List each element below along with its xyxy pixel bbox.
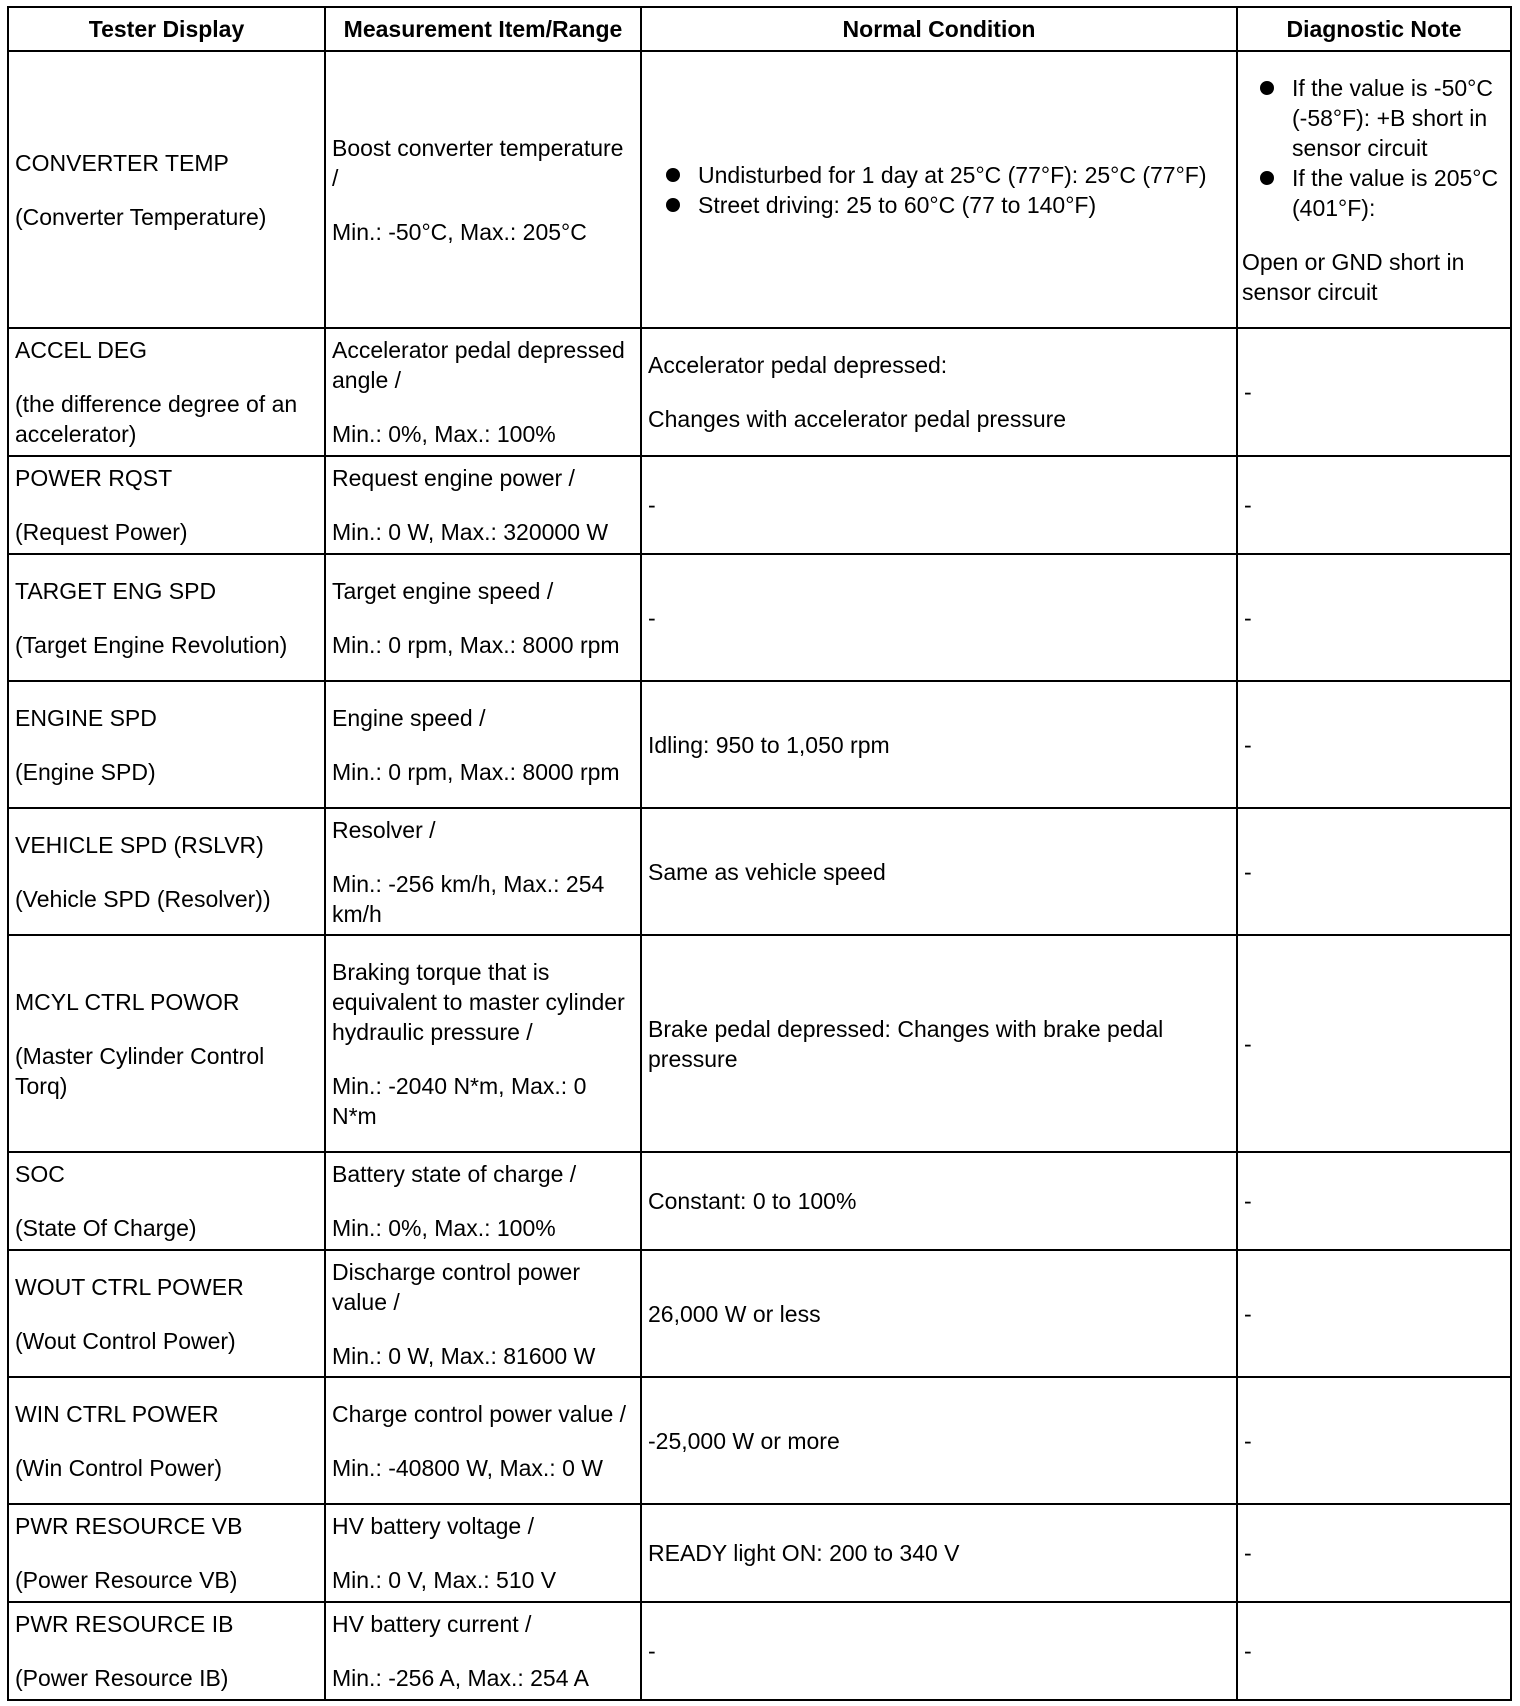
table-row bbox=[8, 1504, 1511, 1602]
diagnostic-note-cell: - bbox=[1237, 1602, 1511, 1700]
table-row bbox=[8, 808, 1511, 935]
measurement-item: Charge control power value / bbox=[332, 1400, 627, 1427]
measurement-item: Braking torque that is equivalent to master cylinder hydraulic pressure / bbox=[332, 958, 625, 1045]
diagnostic-note-extra: Open or GND short in sensor circuit bbox=[1242, 248, 1465, 305]
tester-display-desc: (Engine SPD) bbox=[15, 758, 156, 785]
measurement-range: Min.: -256 A, Max.: 254 A bbox=[332, 1665, 589, 1691]
measurement-item: Accelerator pedal depressed angle / bbox=[332, 337, 625, 393]
normal-condition-cell: - bbox=[641, 456, 1237, 554]
measurement-range: Min.: 0%, Max.: 100% bbox=[332, 421, 556, 447]
diagnostic-note-cell: - bbox=[1237, 935, 1511, 1152]
table-row bbox=[8, 1250, 1511, 1377]
measurement-range: Min.: -50°C, Max.: 205°C bbox=[332, 218, 587, 245]
normal-condition-cell bbox=[641, 51, 1237, 328]
tester-display-desc: (Request Power) bbox=[15, 519, 188, 545]
measurement-cell bbox=[325, 1250, 641, 1377]
measurement-item: Resolver / bbox=[332, 816, 436, 843]
diagnostic-note-cell: - bbox=[1237, 681, 1511, 808]
measurement-cell bbox=[325, 554, 641, 681]
tester-display-desc: (State Of Charge) bbox=[15, 1215, 197, 1241]
header-normal-condition: Normal Condition bbox=[641, 7, 1237, 51]
data-list-table bbox=[7, 6, 1512, 1701]
list-item: Undisturbed for 1 day at 25°C (77°F): 25°C (77°F) bbox=[648, 160, 1230, 190]
tester-display-code: SOC bbox=[15, 1161, 65, 1187]
tester-display-code: CONVERTER TEMP bbox=[15, 149, 229, 176]
measurement-item: HV battery voltage / bbox=[332, 1513, 534, 1539]
header-tester-display: Tester Display bbox=[8, 7, 325, 51]
normal-condition-cell: Constant: 0 to 100% bbox=[641, 1152, 1237, 1250]
tester-display-desc: (Power Resource IB) bbox=[15, 1665, 229, 1691]
measurement-cell bbox=[325, 681, 641, 808]
tester-display-cell bbox=[8, 808, 325, 935]
tester-display-desc: (Master Cylinder Control Torq) bbox=[15, 1042, 265, 1099]
header-measurement-item: Measurement Item/Range bbox=[325, 7, 641, 51]
measurement-range: Min.: 0 V, Max.: 510 V bbox=[332, 1567, 557, 1593]
measurement-item: Target engine speed / bbox=[332, 577, 554, 604]
tester-display-cell bbox=[8, 554, 325, 681]
tester-display-cell bbox=[8, 1504, 325, 1602]
tester-display-code: PWR RESOURCE VB bbox=[15, 1513, 243, 1539]
tester-display-code: VEHICLE SPD (RSLVR) bbox=[15, 831, 264, 858]
table-row bbox=[8, 51, 1511, 328]
measurement-cell bbox=[325, 1602, 641, 1700]
measurement-range: Min.: 0 W, Max.: 320000 W bbox=[332, 519, 609, 545]
measurement-range: Min.: -40800 W, Max.: 0 W bbox=[332, 1454, 603, 1481]
table-header-row bbox=[8, 7, 1511, 51]
tester-display-code: MCYL CTRL POWOR bbox=[15, 988, 240, 1015]
table-row bbox=[8, 328, 1511, 456]
measurement-range: Min.: -256 km/h, Max.: 254 km/h bbox=[332, 870, 605, 927]
tester-display-desc: (Converter Temperature) bbox=[15, 203, 267, 230]
diagnostic-note-cell: - bbox=[1237, 554, 1511, 681]
diagnostic-note-cell: - bbox=[1237, 1504, 1511, 1602]
diagnostic-note-cell: - bbox=[1237, 1250, 1511, 1377]
tester-display-cell bbox=[8, 1250, 325, 1377]
normal-condition-cell: READY light ON: 200 to 340 V bbox=[641, 1504, 1237, 1602]
measurement-range: Min.: 0 W, Max.: 81600 W bbox=[332, 1342, 596, 1369]
diagnostic-data-list bbox=[7, 6, 1510, 1700]
measurement-item: Discharge control power value / bbox=[332, 1258, 581, 1315]
diagnostic-note-list bbox=[1242, 73, 1508, 223]
diagnostic-note-cell bbox=[1237, 51, 1511, 328]
tester-display-cell bbox=[8, 456, 325, 554]
table-row bbox=[8, 554, 1511, 681]
list-item: Street driving: 25 to 60°C (77 to 140°F) bbox=[648, 190, 1230, 220]
tester-display-cell bbox=[8, 1602, 325, 1700]
measurement-range: Min.: -2040 N*m, Max.: 0 N*m bbox=[332, 1072, 587, 1129]
tester-display-cell bbox=[8, 1377, 325, 1504]
table-row bbox=[8, 1152, 1511, 1250]
measurement-cell bbox=[325, 1377, 641, 1504]
measurement-cell bbox=[325, 808, 641, 935]
normal-condition-cell: -25,000 W or more bbox=[641, 1377, 1237, 1504]
tester-display-code: WOUT CTRL POWER bbox=[15, 1273, 244, 1300]
diagnostic-note-cell: - bbox=[1237, 1152, 1511, 1250]
tester-display-code: WIN CTRL POWER bbox=[15, 1400, 219, 1427]
measurement-cell bbox=[325, 51, 641, 328]
measurement-cell bbox=[325, 935, 641, 1152]
table-row bbox=[8, 1602, 1511, 1700]
tester-display-code: PWR RESOURCE IB bbox=[15, 1611, 234, 1637]
tester-display-cell bbox=[8, 51, 325, 328]
header-diagnostic-note: Diagnostic Note bbox=[1237, 7, 1511, 51]
tester-display-cell bbox=[8, 681, 325, 808]
normal-condition-cell: Same as vehicle speed bbox=[641, 808, 1237, 935]
diagnostic-note-cell: - bbox=[1237, 1377, 1511, 1504]
normal-condition: Accelerator pedal depressed: bbox=[648, 352, 948, 378]
tester-display-desc: (Target Engine Revolution) bbox=[15, 631, 288, 658]
table-row bbox=[8, 1377, 1511, 1504]
table-row bbox=[8, 935, 1511, 1152]
normal-condition-cell: Idling: 950 to 1,050 rpm bbox=[641, 681, 1237, 808]
tester-display-cell bbox=[8, 1152, 325, 1250]
measurement-item: Engine speed / bbox=[332, 704, 486, 731]
tester-display-cell bbox=[8, 328, 325, 456]
diagnostic-note-cell: - bbox=[1237, 328, 1511, 456]
measurement-item: Request engine power / bbox=[332, 465, 575, 491]
list-item: If the value is 205°C (401°F): bbox=[1242, 163, 1508, 223]
measurement-range: Min.: 0 rpm, Max.: 8000 rpm bbox=[332, 631, 620, 658]
normal-condition-cell bbox=[641, 328, 1237, 456]
measurement-cell bbox=[325, 328, 641, 456]
measurement-item: Battery state of charge / bbox=[332, 1161, 577, 1187]
measurement-cell bbox=[325, 1504, 641, 1602]
tester-display-desc: (Vehicle SPD (Resolver)) bbox=[15, 885, 271, 912]
tester-display-code: POWER RQST bbox=[15, 465, 173, 491]
normal-condition-cell: - bbox=[641, 1602, 1237, 1700]
normal-condition-cell: Brake pedal depressed: Changes with brake pedal pressure bbox=[641, 935, 1237, 1152]
normal-condition-cell: - bbox=[641, 554, 1237, 681]
normal-condition-cell: 26,000 W or less bbox=[641, 1250, 1237, 1377]
diagnostic-note-cell: - bbox=[1237, 456, 1511, 554]
tester-display-desc: (Power Resource VB) bbox=[15, 1567, 238, 1593]
tester-display-code: ENGINE SPD bbox=[15, 704, 157, 731]
table-row bbox=[8, 456, 1511, 554]
measurement-range: Min.: 0 rpm, Max.: 8000 rpm bbox=[332, 758, 620, 785]
tester-display-desc: (Win Control Power) bbox=[15, 1454, 223, 1481]
measurement-item: HV battery current / bbox=[332, 1611, 532, 1637]
tester-display-desc: (Wout Control Power) bbox=[15, 1327, 236, 1354]
measurement-cell bbox=[325, 456, 641, 554]
diagnostic-note-cell: - bbox=[1237, 808, 1511, 935]
table-row bbox=[8, 681, 1511, 808]
list-item: If the value is -50°C (-58°F): +B short in sensor circuit bbox=[1242, 73, 1508, 163]
measurement-range: Min.: 0%, Max.: 100% bbox=[332, 1215, 556, 1241]
tester-display-code: ACCEL DEG bbox=[15, 337, 148, 363]
tester-display-cell bbox=[8, 935, 325, 1152]
tester-display-desc: (the difference degree of an accelerator) bbox=[15, 391, 298, 447]
measurement-cell bbox=[325, 1152, 641, 1250]
normal-condition-extra: Changes with accelerator pedal pressure bbox=[648, 406, 1067, 432]
normal-condition-list bbox=[648, 160, 1230, 220]
tester-display-code: TARGET ENG SPD bbox=[15, 577, 217, 604]
measurement-item: Boost converter temperature / bbox=[332, 134, 624, 191]
